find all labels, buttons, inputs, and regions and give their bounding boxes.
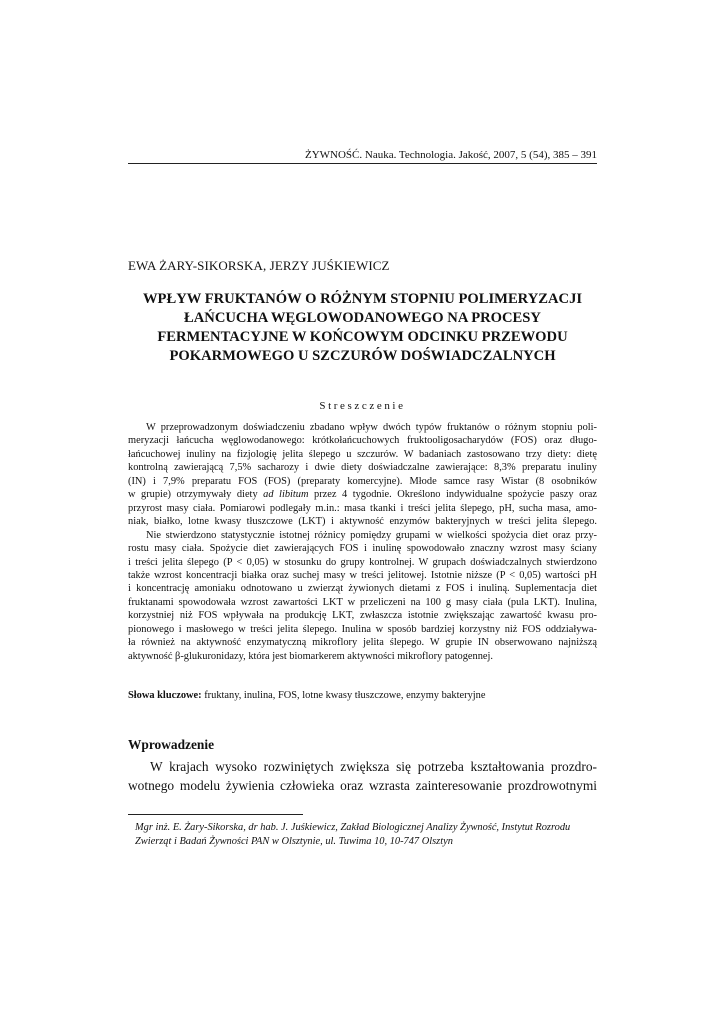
abstract-line: aktywność β-glukuronidazy, która jest biomarkerem aktywności mikroflory patogennej. (128, 650, 494, 662)
keywords (128, 689, 597, 702)
header-rule (128, 163, 597, 164)
abstract-heading: Streszczenie (319, 400, 406, 412)
running-head: ŻYWNOŚĆ. Nauka. Technologia. Jakość, 2007, 5 (54), 385 – 391 (304, 149, 597, 161)
abstract-line: i koncentrację amoniaku odnotowano u zwierząt żywionych dietami z FOS i inuliną. Suplementacja diet (128, 583, 597, 595)
abstract-line: przyrost masy ciała. Pomiarowi podlegały m.in.: masa tkanki i treści jelita ślepego, pH, sucha masa, amo- (128, 502, 597, 514)
abstract-line: także wzrost koncentracji białka oraz suchej masy w treści jelitowej. Istotnie niższe (P < 0,05) wartości pH (128, 569, 597, 581)
abstract-paragraph-1 (128, 421, 597, 529)
abstract-text: przez 4 tygodnie. Określono indywidualne spożycie paszy oraz (308, 489, 597, 501)
section-heading: Wprowadzenie (128, 737, 215, 752)
title-line: WPŁYW FRUKTANÓW O RÓŻNYM STOPNIU POLIMERYZACJI (142, 291, 583, 307)
abstract-line: kontrolną zawierającą 7,5% sacharozy i dwie diety doświadczalne zawierające: 8,3% preparatu inuliny (128, 462, 597, 474)
footnote-line: Mgr inż. E. Żary-Sikorska, dr hab. J. Juśkiewicz, Zakład Biologicznej Analizy Żywność, Instytut Rozrodu (135, 822, 571, 833)
footnote-rule (128, 814, 303, 815)
abstract-line: Nie stwierdzono statystycznie istotnej różnicy pomiędzy grupami w wielkości spożycia diet oraz przy- (146, 529, 597, 541)
abstract-line (128, 488, 597, 501)
footnote (128, 821, 597, 849)
footnote-line: Zwierząt i Badań Żywności PAN w Olsztynie, ul. Tuwima 10, 10-747 Olsztyn (135, 836, 453, 847)
abstract-line: ła również na aktywność enzymatyczną mikroflory jelita ślepego. W grupie IN obserwowano najniższą (128, 637, 597, 649)
abstract-italic-text: ad libitum (263, 489, 309, 501)
abstract-line: fruktanami spowodowała wzrost zawartości LKT w przeliczeni na 100 g masy ciała (pula LKT). Inulina, (128, 596, 597, 608)
title-line: FERMENTACYJNE W KOŃCOWYM ODCINKU PRZEWODU (157, 329, 568, 345)
intro-paragraph (128, 757, 597, 795)
abstract-line: pionowego i masłowego w treści jelita ślepego. Inulina w sposób bardziej korzystny niż FOS oddziaływa- (128, 623, 597, 635)
abstract-text: w grupie) otrzymywały diety (128, 489, 264, 501)
abstract-line: meryzacji łańcucha węglowodanowego: krótkołańcuchowych fruktooligosacharydów (FOS) oraz długo- (128, 435, 597, 447)
abstract-line: W przeprowadzonym doświadczeniu zbadano wpływ dwóch typów fruktanów o różnym stopniu poli- (146, 422, 597, 433)
abstract-line: (IN) i 7,9% preparatu FOS (FOS) (preparaty komercyjne). Młode samce rasy Wistar (8 osobników (128, 475, 597, 487)
abstract (128, 421, 597, 663)
abstract-line: niak, białko, lotne kwasy tłuszczowe (LKT) i aktywność enzymów bakteryjnych w treści jelita ślepego. (128, 516, 597, 528)
abstract-line: i treści jelita ślepego (P < 0,05) w stosunku do grupy kontrolnej. W grupach doświadczalnych stwierdzono (128, 556, 597, 568)
keywords-label: Słowa kluczowe: (128, 690, 202, 701)
title-line: POKARMOWEGO U SZCZURÓW DOŚWIADCZALNYCH (169, 348, 556, 364)
title-line: ŁAŃCUCHA WĘGLOWODANOWEGO NA PROCESY (184, 310, 541, 326)
keywords-text: fruktany, inulina, FOS, lotne kwasy tłuszczowe, enzymy bakteryjne (201, 690, 486, 701)
abstract-line: rostu masy ciała. Spożycie diet zawierających FOS i inulinę spowodowało znaczny wzrost masy ściany (128, 543, 597, 555)
abstract-line: łańcuchowej inuliny na fizjologię jelita ślepego u szczurów. W badaniach zastosowano trzy diety: dietę (128, 448, 597, 460)
intro-line: W krajach wysoko rozwiniętych zwiększa się potrzeba kształtowania prozdro- (150, 759, 597, 774)
intro-line: wotnego modelu żywienia człowieka oraz wzrasta zainteresowanie prozdrowotnymi (128, 778, 597, 793)
abstract-paragraph-2 (128, 529, 597, 664)
article-title (128, 290, 597, 366)
abstract-line: korzystniej niż FOS wpływała na produkcję LKT, zwłaszcza istotnie zwiększając zawartość kwasu pro- (128, 610, 597, 622)
authors: EWA ŻARY-SIKORSKA, JERZY JUŚKIEWICZ (128, 258, 390, 273)
